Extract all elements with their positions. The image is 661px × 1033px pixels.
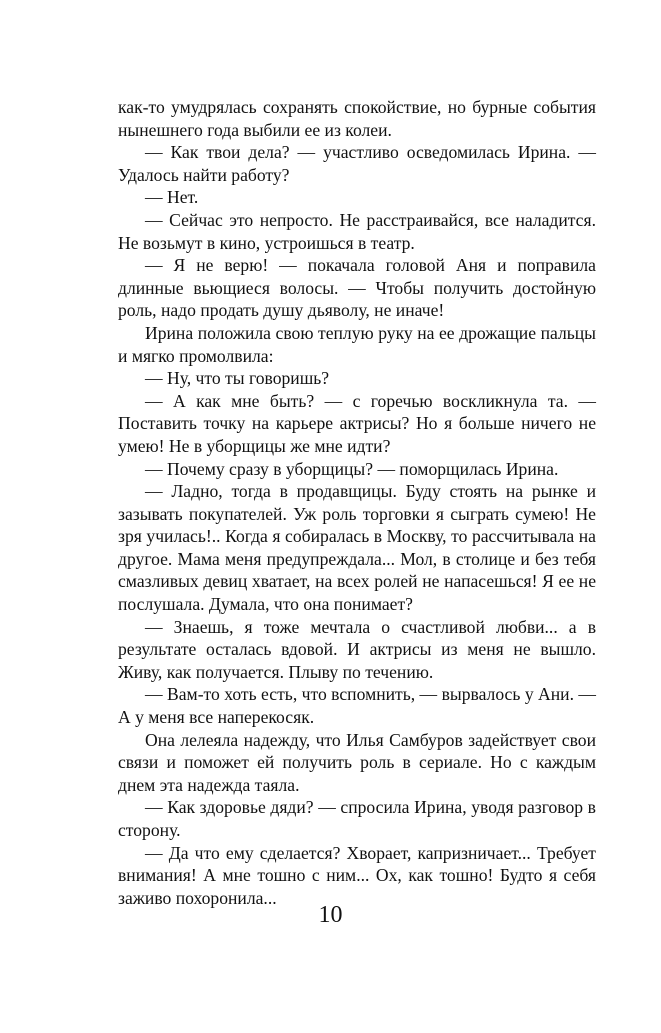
paragraph: как-то умудрялась сохранять спокойствие, но бурные события нынешнего года выбили ее из колеи. [118, 97, 596, 140]
body-text [118, 96, 596, 909]
paragraph: — Да что ему сделается? Хворает, капризничает... Требует внимания! А мне тошно с ним... Ох, как тошно! Будто я себя заживо похоронила... [118, 842, 596, 908]
paragraph: — Ну, что ты говоришь? [145, 368, 330, 389]
paragraph: — Я не верю! — покачала головой Аня и поправила длинные вьющиеся волосы. — Чтобы получить достойную роль, надо продать душу дьяволу, не иначе! [118, 255, 596, 321]
paragraph: Ирина положила свою теплую руку на ее дрожащие пальцы и мягко промолвила: [118, 322, 596, 366]
paragraph: — Почему сразу в уборщицы? — поморщилась Ирина. [145, 458, 559, 479]
paragraph: — Как твои дела? — участливо осведомилась Ирина. — Удалось найти работу? [118, 142, 596, 185]
paragraph: — Как здоровье дяди? — спросила Ирина, уводя разговор в сторону. [118, 797, 596, 840]
paragraph: — А как мне быть? — с горечью воскликнула та. — Поставить точку на карьере актрисы? Но я больше ничего не умею! Не в уборщицы же мне идти? [118, 390, 596, 456]
paragraph: — Сейчас это непросто. Не расстраивайся, все наладится. Не возьмут в кино, устроишься в театр. [118, 209, 596, 253]
paragraph: Она лелеяла надежду, что Илья Самбуров задействует свои связи и поможет ей получить роль в сериале. Но с каждым днем эта надежда таяла. [118, 729, 596, 795]
paragraph: — Нет. [145, 187, 199, 208]
paragraph: — Ладно, тогда в продавщицы. Буду стоять на рынке и зазывать покупателей. Уж роль торговки я сыграть сумею! Не зря училась!.. Когда я собиралась в Москву, то рассчитывала на другое. Мама меня предупреждала... Мол, в столице и без тебя смазливых девиц хватает, на всех ролей не напасешься! Я ее не послушала. Думала, что она понимает? [118, 481, 596, 615]
paragraph: — Знаешь, я тоже мечтала о счастливой любви... а в результате осталась вдовой. И актрисы из меня не вышло. Живу, как получается. Плыву по течению. [118, 616, 596, 682]
paragraph: — Вам-то хоть есть, что вспомнить, — вырвалось у Ани. — А у меня все наперекосяк. [118, 684, 596, 728]
page-number: 10 [318, 902, 343, 928]
